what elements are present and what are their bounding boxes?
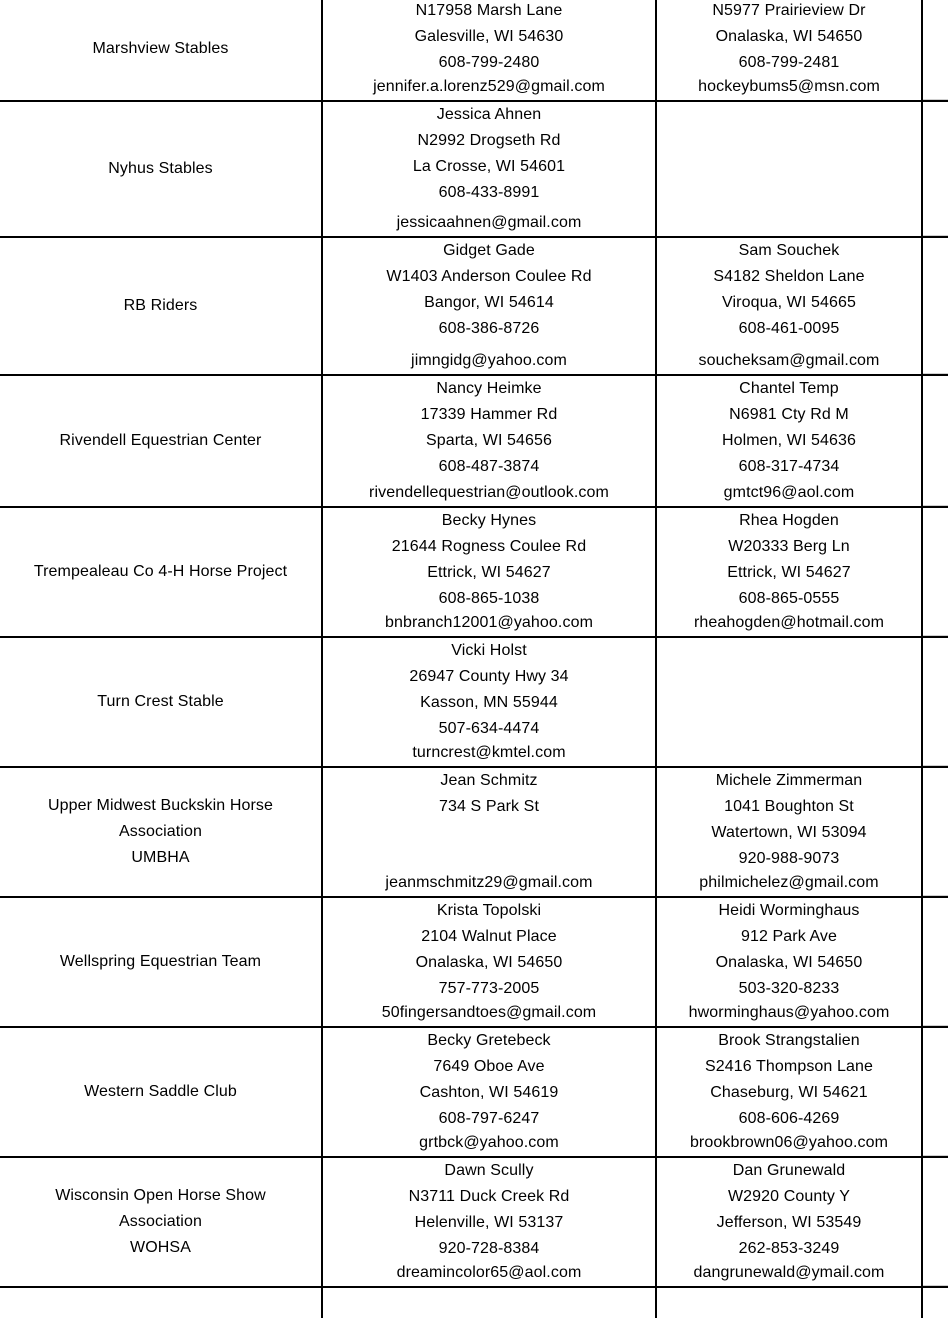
organization-name-line: Trempealeau Co 4-H Horse Project bbox=[33, 563, 288, 580]
organization-name-line: Western Saddle Club bbox=[84, 1083, 237, 1100]
secondary-contact-line: Watertown, WI 53094 bbox=[711, 824, 867, 841]
sheet-edge-cell bbox=[923, 898, 948, 1026]
primary-contact-line: 7649 Oboe Ave bbox=[433, 1058, 545, 1075]
primary-contact-line: 21644 Rogness Coulee Rd bbox=[391, 538, 587, 555]
secondary-contact-line: 912 Park Ave bbox=[740, 928, 838, 945]
secondary-contact-email[interactable]: hockeybums5@msn.com bbox=[698, 78, 880, 95]
secondary-contact bbox=[655, 238, 923, 374]
secondary-contact-line: Sam Souchek bbox=[738, 242, 840, 259]
primary-contact-line: 507-634-4474 bbox=[438, 720, 540, 737]
sheet-edge-cell bbox=[923, 376, 948, 506]
table-row bbox=[0, 102, 948, 238]
primary-contact-line: Ettrick, WI 54627 bbox=[427, 564, 551, 581]
primary-contact-line: La Crosse, WI 54601 bbox=[412, 158, 566, 175]
primary-contact-line: Becky Gretebeck bbox=[427, 1032, 551, 1049]
table-row bbox=[0, 1288, 948, 1318]
primary-contact-line: Jean Schmitz bbox=[440, 772, 538, 789]
secondary-contact-line: W2920 County Y bbox=[727, 1188, 851, 1205]
primary-contact-line: 2104 Walnut Place bbox=[421, 928, 557, 945]
sheet-edge-cell bbox=[923, 508, 948, 636]
secondary-contact-line: S4182 Sheldon Lane bbox=[713, 268, 865, 285]
primary-contact bbox=[321, 508, 655, 636]
organization-name bbox=[0, 768, 321, 896]
primary-contact-line: Kasson, MN 55944 bbox=[420, 694, 558, 711]
secondary-contact-details bbox=[657, 376, 921, 480]
secondary-contact-line: Ettrick, WI 54627 bbox=[727, 564, 851, 581]
primary-contact-line: Gidget Gade bbox=[443, 242, 535, 259]
secondary-contact-line: W20333 Berg Ln bbox=[728, 538, 850, 555]
organization-name bbox=[0, 508, 321, 636]
primary-contact bbox=[321, 376, 655, 506]
organization-name bbox=[0, 1028, 321, 1156]
primary-contact-line: Jessica Ahnen bbox=[436, 106, 542, 123]
primary-contact-line: 757-773-2005 bbox=[438, 980, 540, 997]
secondary-contact-line: Onalaska, WI 54650 bbox=[715, 28, 863, 45]
primary-contact-line: N2992 Drogseth Rd bbox=[417, 132, 561, 149]
primary-contact-line: Galesville, WI 54630 bbox=[414, 28, 564, 45]
secondary-contact bbox=[655, 508, 923, 636]
secondary-contact-line: Dan Grunewald bbox=[732, 1162, 846, 1179]
primary-contact-email[interactable]: 50fingersandtoes@gmail.com bbox=[381, 1004, 597, 1021]
table-row bbox=[0, 376, 948, 508]
secondary-contact bbox=[655, 1288, 923, 1318]
table-row bbox=[0, 508, 948, 638]
secondary-contact bbox=[655, 102, 923, 236]
primary-contact-email[interactable]: dreamincolor65@aol.com bbox=[396, 1264, 582, 1281]
secondary-contact-line: Chaseburg, WI 54621 bbox=[710, 1084, 868, 1101]
secondary-contact-details bbox=[657, 1028, 921, 1132]
secondary-contact-email[interactable]: rheahogden@hotmail.com bbox=[693, 614, 885, 631]
secondary-contact-line: Michele Zimmerman bbox=[715, 772, 863, 789]
primary-contact bbox=[321, 102, 655, 236]
organization-name-line: RB Riders bbox=[123, 297, 198, 314]
primary-contact-line: 608-433-8991 bbox=[438, 184, 540, 201]
table-row bbox=[0, 1158, 948, 1288]
primary-contact-line: 17339 Hammer Rd bbox=[420, 406, 558, 423]
primary-contact-line: 734 S Park St bbox=[438, 798, 540, 815]
secondary-contact bbox=[655, 376, 923, 506]
organization-name-line: Rivendell Equestrian Center bbox=[59, 432, 262, 449]
sheet-edge-cell bbox=[923, 238, 948, 374]
primary-contact-line: N3711 Duck Creek Rd bbox=[408, 1188, 570, 1205]
organization-name-line: Wellspring Equestrian Team bbox=[59, 953, 262, 970]
organization-name-line: Wisconsin Open Horse Show bbox=[55, 1187, 266, 1204]
table-row bbox=[0, 238, 948, 376]
primary-contact-line: Cashton, WI 54619 bbox=[419, 1084, 559, 1101]
secondary-contact-line: 608-461-0095 bbox=[738, 320, 840, 337]
secondary-contact-line: Holmen, WI 54636 bbox=[721, 432, 857, 449]
primary-contact-details bbox=[323, 102, 655, 206]
primary-contact-email[interactable]: jimngidg@yahoo.com bbox=[411, 352, 567, 369]
organization-name-line: Nyhus Stables bbox=[108, 160, 213, 177]
secondary-contact bbox=[655, 638, 923, 766]
secondary-contact-line: 503-320-8233 bbox=[738, 980, 840, 997]
primary-contact-line: Bangor, WI 54614 bbox=[424, 294, 554, 311]
secondary-contact-email[interactable]: philmichelez@gmail.com bbox=[699, 874, 879, 891]
secondary-contact-line: 1041 Boughton St bbox=[724, 798, 854, 815]
secondary-contact-line: 608-606-4269 bbox=[738, 1110, 840, 1127]
organization-name-line: WOHSA bbox=[130, 1239, 191, 1256]
secondary-contact-line: 608-865-0555 bbox=[738, 590, 840, 607]
sheet-edge-cell bbox=[923, 1028, 948, 1156]
organization-name-line: UMBHA bbox=[131, 849, 190, 866]
primary-contact-details bbox=[323, 898, 655, 1002]
primary-contact-details bbox=[323, 376, 655, 480]
organization-name bbox=[0, 0, 321, 100]
secondary-contact-details bbox=[657, 238, 921, 342]
secondary-contact-details bbox=[657, 0, 921, 76]
primary-contact bbox=[321, 1288, 655, 1318]
sheet-edge-cell bbox=[923, 1158, 948, 1286]
primary-contact-line: 608-386-8726 bbox=[438, 320, 540, 337]
secondary-contact-details bbox=[657, 898, 921, 1002]
primary-contact-line: 608-797-6247 bbox=[438, 1110, 540, 1127]
primary-contact-details bbox=[323, 0, 655, 76]
secondary-contact bbox=[655, 768, 923, 896]
organization-name bbox=[0, 376, 321, 506]
secondary-contact-line: Brook Strangstalien bbox=[718, 1032, 860, 1049]
primary-contact-line: 920-728-8384 bbox=[438, 1240, 540, 1257]
table-row bbox=[0, 768, 948, 898]
secondary-contact bbox=[655, 898, 923, 1026]
organization-name bbox=[0, 238, 321, 374]
primary-contact bbox=[321, 898, 655, 1026]
primary-contact bbox=[321, 1158, 655, 1286]
organization-name bbox=[0, 1288, 321, 1318]
primary-contact-email[interactable]: grtbck@yahoo.com bbox=[419, 1134, 559, 1151]
organization-name-line: Upper Midwest Buckskin Horse bbox=[47, 797, 274, 814]
table-row bbox=[0, 0, 948, 102]
secondary-contact-email[interactable] bbox=[657, 740, 921, 766]
sheet-edge-cell bbox=[923, 638, 948, 766]
organization-name bbox=[0, 638, 321, 766]
primary-contact-line: Krista Topolski bbox=[436, 902, 542, 919]
secondary-contact-line: Jefferson, WI 53549 bbox=[716, 1214, 862, 1231]
organization-name-line: Association bbox=[119, 1213, 202, 1230]
primary-contact-details bbox=[323, 238, 655, 342]
secondary-contact bbox=[655, 0, 923, 100]
primary-contact-line: 608-865-1038 bbox=[438, 590, 540, 607]
primary-contact-email[interactable]: jeanmschmitz29@gmail.com bbox=[385, 874, 593, 891]
organization-name bbox=[0, 898, 321, 1026]
primary-contact bbox=[321, 768, 655, 896]
secondary-contact-line: 262-853-3249 bbox=[738, 1240, 840, 1257]
primary-contact bbox=[321, 638, 655, 766]
primary-contact-line: W1403 Anderson Coulee Rd bbox=[386, 268, 592, 285]
primary-contact-email[interactable]: jennifer.a.lorenz529@gmail.com bbox=[373, 78, 605, 95]
secondary-contact bbox=[655, 1158, 923, 1286]
table-row bbox=[0, 1028, 948, 1158]
primary-contact-line: Helenville, WI 53137 bbox=[414, 1214, 564, 1231]
secondary-contact-line: Onalaska, WI 54650 bbox=[715, 954, 863, 971]
secondary-contact-line: Rhea Hogden bbox=[739, 512, 839, 529]
secondary-contact-line: S2416 Thompson Lane bbox=[705, 1058, 873, 1075]
secondary-contact-details bbox=[657, 1158, 921, 1262]
secondary-contact-line: Viroqua, WI 54665 bbox=[722, 294, 856, 311]
primary-contact-email[interactable]: jessicaahnen@gmail.com bbox=[396, 214, 582, 231]
secondary-contact-line: 608-317-4734 bbox=[738, 458, 840, 475]
primary-contact-line: Becky Hynes bbox=[441, 512, 537, 529]
secondary-contact-email[interactable]: dangrunewald@ymail.com bbox=[693, 1264, 885, 1281]
secondary-contact-line: N6981 Cty Rd M bbox=[729, 406, 849, 423]
primary-contact-line: Nancy Heimke bbox=[436, 380, 542, 397]
primary-contact-details bbox=[323, 638, 655, 742]
primary-contact-details bbox=[323, 1028, 655, 1132]
table-row bbox=[0, 638, 948, 768]
primary-contact-details bbox=[323, 508, 655, 612]
primary-contact-line: N17958 Marsh Lane bbox=[415, 2, 563, 19]
primary-contact bbox=[321, 0, 655, 100]
primary-contact-email[interactable]: turncrest@kmtel.com bbox=[412, 744, 566, 761]
secondary-contact-email[interactable]: gmtct96@aol.com bbox=[723, 484, 855, 501]
organization-name-line: Marshview Stables bbox=[92, 40, 229, 57]
primary-contact-line: 608-799-2480 bbox=[438, 54, 540, 71]
primary-contact bbox=[321, 1028, 655, 1156]
sheet-edge-cell bbox=[923, 768, 948, 896]
table-row bbox=[0, 898, 948, 1028]
primary-contact-line: 608-487-3874 bbox=[438, 458, 540, 475]
sheet-edge-cell bbox=[923, 0, 948, 100]
secondary-contact-line: N5977 Prairieview Dr bbox=[712, 2, 866, 19]
primary-contact bbox=[321, 238, 655, 374]
sheet-edge-cell bbox=[923, 102, 948, 236]
secondary-contact-email[interactable]: hworminghaus@yahoo.com bbox=[688, 1004, 890, 1021]
secondary-contact-line: Heidi Worminghaus bbox=[718, 902, 860, 919]
secondary-contact-details bbox=[657, 508, 921, 612]
primary-contact-line: Sparta, WI 54656 bbox=[425, 432, 553, 449]
primary-contact-email[interactable]: bnbranch12001@yahoo.com bbox=[384, 614, 594, 631]
secondary-contact-line: Chantel Temp bbox=[739, 380, 839, 397]
secondary-contact-line: 920-988-9073 bbox=[738, 850, 840, 867]
secondary-contact-email[interactable] bbox=[657, 210, 921, 236]
primary-contact-details bbox=[323, 1158, 655, 1262]
secondary-contact bbox=[655, 1028, 923, 1156]
primary-contact-line: Onalaska, WI 54650 bbox=[415, 954, 563, 971]
primary-contact-line: Dawn Scully bbox=[444, 1162, 534, 1179]
primary-contact-line: Vicki Holst bbox=[451, 642, 527, 659]
secondary-contact-line: 608-799-2481 bbox=[738, 54, 840, 71]
organization-name bbox=[0, 102, 321, 236]
secondary-contact-details bbox=[657, 768, 921, 872]
organization-name-line: Turn Crest Stable bbox=[97, 693, 224, 710]
organization-name-line: Association bbox=[119, 823, 202, 840]
primary-contact-details bbox=[323, 768, 655, 820]
organization-name bbox=[0, 1158, 321, 1286]
primary-contact-line: 26947 County Hwy 34 bbox=[409, 668, 569, 685]
secondary-contact-email[interactable]: brookbrown06@yahoo.com bbox=[689, 1134, 889, 1151]
secondary-contact-email[interactable]: soucheksam@gmail.com bbox=[698, 352, 880, 369]
primary-contact-email[interactable]: rivendellequestrian@outlook.com bbox=[369, 484, 609, 501]
